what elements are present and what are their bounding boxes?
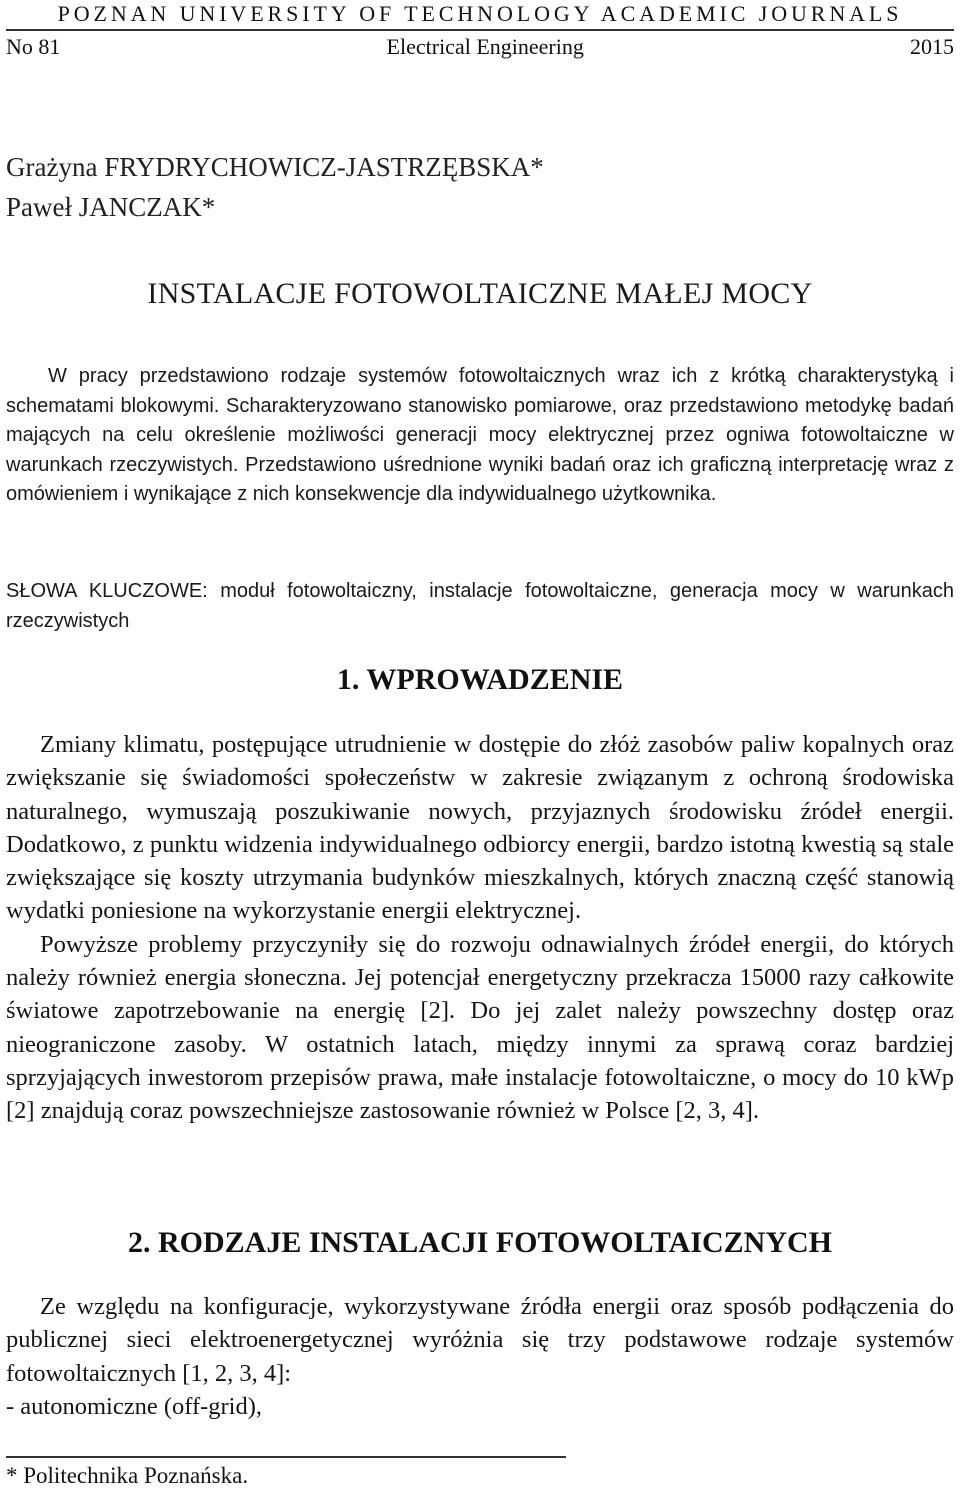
paragraph: Ze względu na konfiguracje, wykorzystywane źródła energii oraz sposób podłączenia do publicznej sieci elektroenergetycznej wyróżnia się trzy podstawowe rodzaje systemów fotowoltaicznych [1, 2, 3, 4]: xyxy=(6,1293,954,1387)
journal-name: POZNAN UNIVERSITY OF TECHNOLOGY ACADEMIC JOURNALS xyxy=(57,1,903,26)
abstract-text: W pracy przedstawiono rodzaje systemów fotowoltaicznych wraz ich z krótką charakterystyką i schematami blokowymi. Scharakteryzowano stanowisko pomiarowe, oraz przedstawiono metodykę badań mających na celu określenie możliwości generacji mocy elektrycznej przez ogniwa fotowoltaiczne w warunkach rzeczywistych. Przedstawiono uśrednione wyniki badań oraz ich graficzną interpretację wraz z omówieniem i wynikające z nich konsekwencje dla indywidualnego użytkownika. xyxy=(6,365,954,505)
document-page xyxy=(6,0,954,1491)
section-body xyxy=(6,728,954,1128)
paragraph: Zmiany klimatu, postępujące utrudnienie w dostępie do złóż zasobów paliw kopalnych oraz zwiększanie się świadomości społeczeństw w zakresie związanym z ochroną środowiska naturalnego, wymuszają poszukiwanie nowych, przyjaznych środowisku źródeł energii. Dodatkowo, z punktu widzenia indywidualnego odbiorcy energii, bardzo istotną kwestią są stale zwiększające się koszty utrzymania budynków mieszkalnych, których znaczną część stanowią wydatki poniesione na wykorzystanie energii elektrycznej. xyxy=(6,731,954,925)
abstract xyxy=(6,362,954,510)
footnote-rule xyxy=(6,1456,566,1458)
author-list xyxy=(6,147,544,227)
journal-field: Electrical Engineering xyxy=(386,34,584,59)
paper-title: INSTALACJE FOTOWOLTAICZNE MAŁEJ MOCY xyxy=(147,277,813,310)
section-heading: 1. WPROWADZENIE xyxy=(336,663,624,696)
keywords: SŁOWA KLUCZOWE: moduł fotowoltaiczny, instalacje fotowoltaiczne, generacja mocy w warunkach rzeczywistych xyxy=(6,580,954,632)
paragraph: Powyższe problemy przyczyniły się do rozwoju odnawialnych źródeł energii, do których należy również energia słoneczna. Jej potencjał energetyczny przekracza 15000 razy całkowite światowe zapotrzebowanie na energię [2]. Do jej zalet należy powszechny dostęp oraz nieograniczone zasoby. W ostatnich latach, między innymi za sprawą coraz bardziej sprzyjających inwestorom przepisów prawa, małe instalacje fotowoltaiczne, o mocy do 10 kWp [2] znajdują coraz powszechniejsze zastosowanie również w Polsce [2, 3, 4]. xyxy=(6,930,954,1125)
section-heading: 2. RODZAJE INSTALACJI FOTOWOLTAICZNYCH xyxy=(127,1226,833,1259)
issue-number: No 81 xyxy=(6,34,61,59)
author-name: Paweł JANCZAK* xyxy=(6,192,216,222)
journal-issue-row xyxy=(6,32,954,62)
footnote: * Politechnika Poznańska. xyxy=(6,1463,249,1488)
header-rule xyxy=(6,29,954,31)
author-name: Grażyna FRYDRYCHOWICZ-JASTRZĘBSKA* xyxy=(6,152,544,182)
list-item: - autonomiczne (off-grid), xyxy=(6,1392,263,1420)
section-body xyxy=(6,1290,954,1423)
publication-year: 2015 xyxy=(910,34,954,59)
